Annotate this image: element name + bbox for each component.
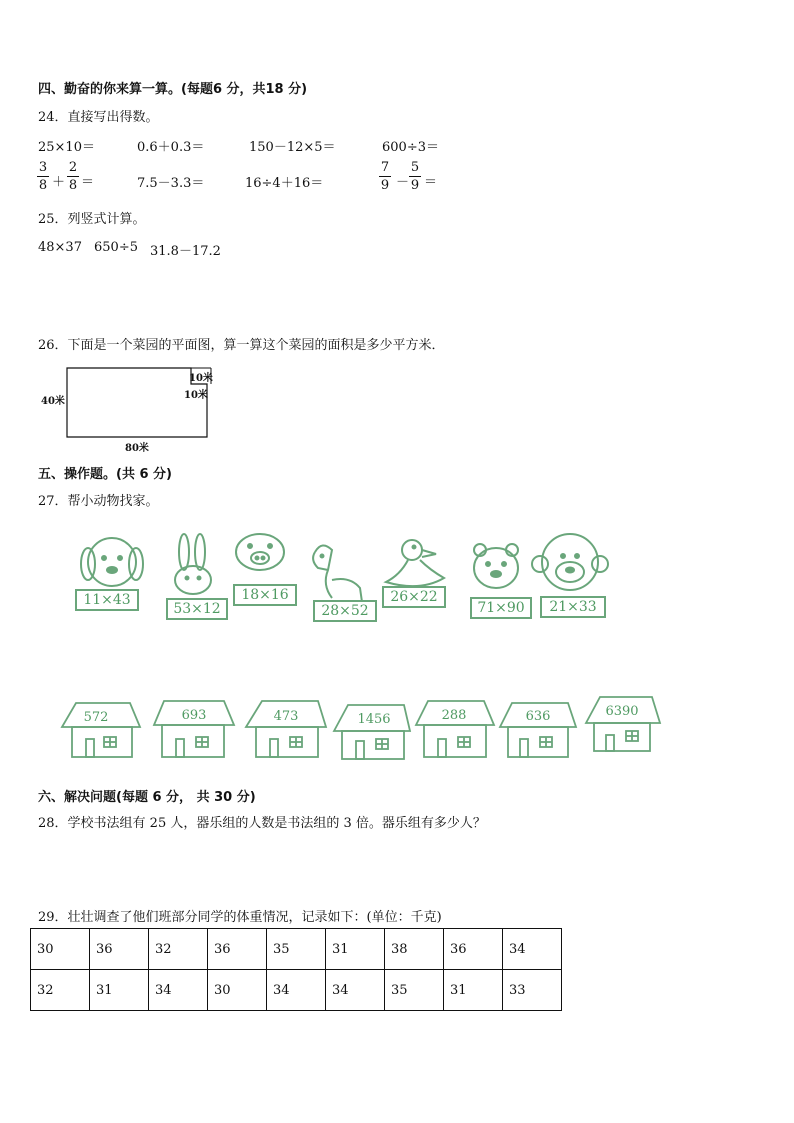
- q24-item: 600÷3＝: [382, 140, 439, 155]
- q24-item: 25×10＝: [38, 140, 95, 155]
- table-cell: 32: [149, 929, 208, 970]
- goat-icon: [313, 545, 362, 602]
- table-cell: 34: [267, 970, 326, 1011]
- table-cell: 34: [326, 970, 385, 1011]
- weight-table: [30, 928, 562, 1011]
- denominator: 8: [68, 178, 78, 193]
- q24-item: 16÷4＋16＝: [245, 176, 324, 191]
- equals: ＝: [424, 175, 438, 190]
- animal-plate: 53×12: [166, 598, 228, 620]
- table-cell: 35: [267, 929, 326, 970]
- q25-item: 650÷5: [94, 240, 138, 255]
- q25-prompt: 25．列竖式计算。: [38, 212, 146, 227]
- q28-prompt: 28．学校书法组有 25 人，器乐组的人数是书法组的 3 倍。器乐组有多少人？: [38, 816, 486, 831]
- table-row: [31, 929, 562, 970]
- garden-outline: [67, 368, 207, 437]
- dim-label-notch-height: 10米: [184, 390, 208, 401]
- dim-label-left: 40米: [41, 396, 65, 407]
- q26-prompt: 26．下面是一个菜园的平面图，算一算这个菜园的面积是多少平方米．: [38, 338, 445, 353]
- fraction: [66, 161, 80, 192]
- denominator: 9: [380, 178, 390, 193]
- duck-icon: [386, 540, 444, 586]
- section-5-title: 五、操作题。(共 6 分): [38, 467, 172, 482]
- house-number: 693: [181, 708, 207, 723]
- animal-plate: 18×16: [233, 584, 297, 606]
- table-cell: 33: [503, 970, 562, 1011]
- house-number: 288: [441, 708, 467, 723]
- numerator: 5: [410, 160, 420, 175]
- animal-plate: 26×22: [382, 586, 446, 608]
- q29-prompt: 29．壮壮调查了他们班部分同学的体重情况，记录如下：(单位：千克): [38, 910, 442, 925]
- section-4-title: 四、勤奋的你来算一算。(每题6 分，共18 分): [38, 82, 308, 97]
- pig-icon: [236, 534, 284, 570]
- dim-label-notch-width: 10米: [189, 373, 213, 384]
- table-cell: 31: [90, 970, 149, 1011]
- dog-icon: [81, 538, 143, 586]
- equals: ＝: [81, 175, 95, 190]
- table-cell: 36: [90, 929, 149, 970]
- animal-plate: 21×33: [540, 596, 606, 618]
- operator: ＋: [52, 175, 66, 190]
- denominator: 8: [38, 178, 48, 193]
- animal-plate: 28×52: [313, 600, 377, 622]
- house-number: 473: [273, 709, 299, 724]
- q24-item: 0.6＋0.3＝: [137, 140, 205, 155]
- q24-item: 150－12×5＝: [249, 140, 336, 155]
- table-cell: 31: [444, 970, 503, 1011]
- section-6-title: 六、解决问题(每题 6 分， 共 30 分): [38, 790, 256, 805]
- fraction: [36, 161, 50, 192]
- q27-prompt: 27．帮小动物找家。: [38, 494, 159, 509]
- denominator: 9: [410, 178, 420, 193]
- q25-item: 48×37: [38, 240, 82, 255]
- dim-label-bottom: 80米: [125, 443, 149, 454]
- table-cell: 34: [503, 929, 562, 970]
- table-cell: 30: [208, 970, 267, 1011]
- fraction: [408, 161, 422, 192]
- bear-icon: [474, 544, 518, 588]
- table-cell: 32: [31, 970, 90, 1011]
- animal-plate: 11×43: [75, 589, 139, 611]
- numerator: 2: [68, 160, 78, 175]
- q24-item: 7.5－3.3＝: [137, 176, 205, 191]
- q24-prompt: 24．直接写出得数。: [38, 110, 159, 125]
- table-cell: 36: [208, 929, 267, 970]
- house-number: 1456: [357, 712, 391, 727]
- numerator: 7: [380, 160, 390, 175]
- table-cell: 35: [385, 970, 444, 1011]
- table-cell: 36: [444, 929, 503, 970]
- fraction: [378, 161, 392, 192]
- animal-plate: 71×90: [470, 597, 532, 619]
- rabbit-icon: [175, 534, 211, 594]
- numerator: 3: [38, 160, 48, 175]
- monkey-icon: [532, 534, 608, 590]
- house-number: 572: [83, 710, 109, 725]
- house-number: 636: [525, 709, 551, 724]
- q25-item: 31.8－17.2: [150, 244, 221, 259]
- table-cell: 38: [385, 929, 444, 970]
- table-cell: 34: [149, 970, 208, 1011]
- table-cell: 31: [326, 929, 385, 970]
- table-cell: 30: [31, 929, 90, 970]
- house-number: 6390: [605, 704, 639, 719]
- houses-illustration: [56, 695, 666, 765]
- table-row: [31, 970, 562, 1011]
- operator: －: [396, 175, 410, 190]
